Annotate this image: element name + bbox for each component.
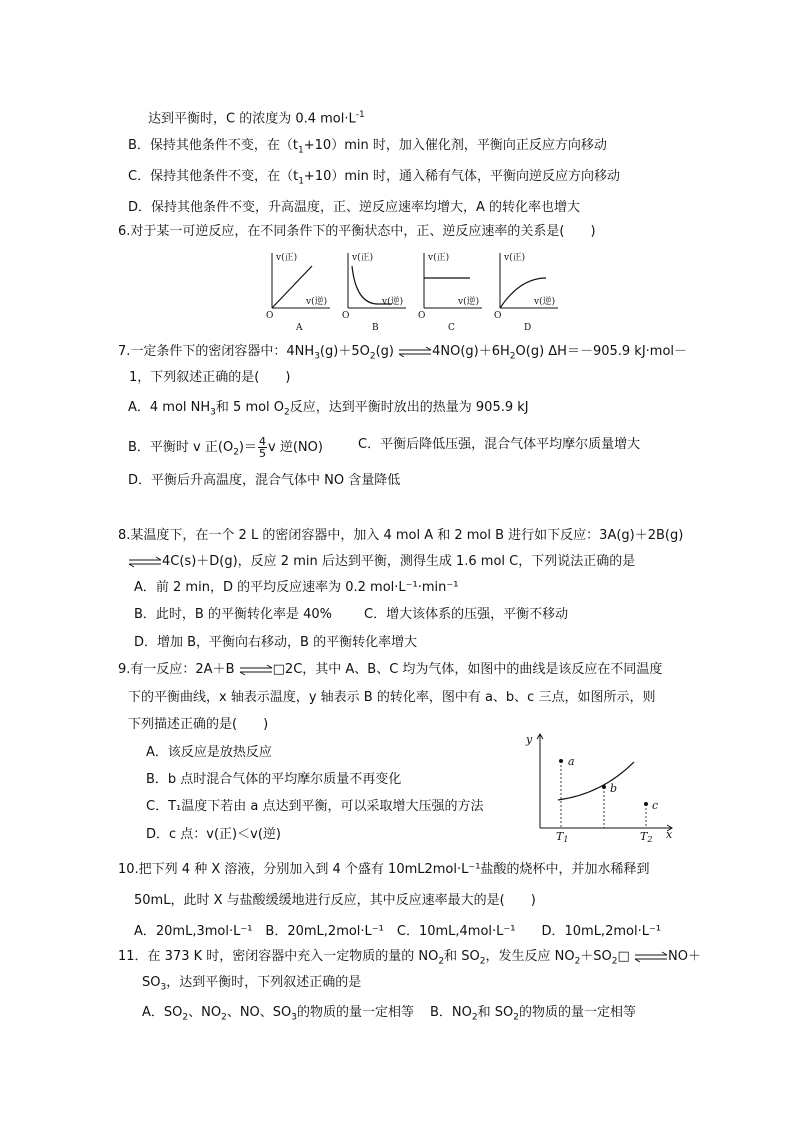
q9-option-b xyxy=(146,771,401,789)
text: SO xyxy=(142,975,161,990)
q8-stem xyxy=(118,527,683,545)
t1-label: T1 xyxy=(556,830,569,844)
q8-option-c xyxy=(364,606,568,624)
equilibrium-arrow-icon xyxy=(128,557,162,567)
text: 2 xyxy=(471,1012,478,1023)
text: 8.某温度下，在一个 2 L 的密闭容器中，加入 4 mol A 和 2 mol B 进行如下反应：3A(g)＋2B(g) xyxy=(118,528,684,543)
origin-label: O xyxy=(342,311,350,321)
equilibrium-arrow-icon xyxy=(398,347,432,357)
text: 、NO xyxy=(188,1005,222,1020)
text: 10.把下列 4 种 X 溶液，分别加入到 4 个盛有 10mL2mol·L⁻¹盐酸的烧杯中，并加水稀释到 xyxy=(118,862,650,877)
text: 50mL，此时 X 与盐酸缓缓地进行反应，其中反应速率最大的是( ) xyxy=(134,893,536,908)
q7-option-a xyxy=(128,399,529,422)
text: 1 xyxy=(298,176,304,187)
graph-b xyxy=(342,252,406,333)
y-label: v(正) xyxy=(428,253,450,263)
numerator: 4 xyxy=(259,435,266,448)
x-label: v(逆) xyxy=(306,297,328,307)
text: □ xyxy=(617,949,630,964)
text: 6.对于某一可逆反应，在不同条件下的平衡状态中，正、逆反应速率的关系是( ) xyxy=(118,224,596,239)
q9-option-a xyxy=(146,744,272,762)
text: -1 xyxy=(355,110,365,120)
text: 1 xyxy=(298,145,304,156)
q8-stem-2 xyxy=(128,553,635,571)
y-label: v(正) xyxy=(276,253,298,263)
q6-graphs-figure xyxy=(262,248,562,334)
text: 2 xyxy=(611,956,618,967)
text: ，发生反应 NO xyxy=(485,949,575,964)
fraction xyxy=(258,436,267,459)
text: (g)＋5O xyxy=(319,344,370,359)
t2-label: T2 xyxy=(640,830,653,844)
graph-a xyxy=(266,252,330,333)
text: D．c 点：v(正)＜v(逆) xyxy=(146,827,281,842)
origin-label: O xyxy=(494,311,502,321)
text: 和 SO xyxy=(444,949,480,964)
text: 的物质的量一定相等 xyxy=(297,1005,415,1020)
q7-option-b xyxy=(128,436,323,462)
text: B．平衡时 v 正(O xyxy=(128,440,234,455)
text: B．NO xyxy=(430,1005,472,1020)
text: O(g) ΔH＝－905.9 kJ·mol－ xyxy=(515,344,688,359)
text: 2 xyxy=(369,351,376,362)
y-label: v(正) xyxy=(352,253,374,263)
q9-stem-3 xyxy=(128,716,268,734)
q7-option-d xyxy=(128,472,400,490)
text: A．前 2 min，D 的平均反应速率为 0.2 mol·L⁻¹·min⁻¹ xyxy=(134,580,459,595)
text: 和 SO xyxy=(477,1005,514,1020)
text: 4NO(g)＋6H xyxy=(432,344,510,359)
text: NO＋ xyxy=(667,949,701,964)
equilibrium-arrow-icon xyxy=(634,952,668,962)
text: D．保持其他条件不变，升高温度，正、逆反应速率均增大，A 的转化率也增大 xyxy=(128,200,581,215)
q10-stem xyxy=(118,861,649,879)
point-b-label: b xyxy=(610,782,618,795)
q8-option-d xyxy=(134,634,417,652)
text: 反应，达到平衡时放出的热量为 905.9 kJ xyxy=(289,400,529,415)
q7-option-c xyxy=(358,436,640,454)
x-label: v(逆) xyxy=(534,297,556,307)
q8-option-a xyxy=(134,579,458,597)
text: 、NO、SO xyxy=(226,1005,292,1020)
q9-figure xyxy=(526,730,680,844)
text: 和 5 mol O xyxy=(215,400,285,415)
caption: B xyxy=(372,323,379,333)
q11-option-a xyxy=(142,1004,414,1027)
q7-stem xyxy=(118,343,687,366)
point-a-label: a xyxy=(568,755,575,768)
x-label: v(逆) xyxy=(458,297,480,307)
point-c-label: c xyxy=(652,799,659,812)
q6-stem xyxy=(118,223,596,241)
text: 2 xyxy=(513,1012,519,1023)
text: 的物质的量一定相等 xyxy=(518,1005,636,1020)
graph-d xyxy=(494,252,558,333)
q10-options xyxy=(134,923,661,941)
text: 下的平衡曲线，x 轴表示温度，y 轴表示 B 的转化率，图中有 a、b、c 三点，如图所示，则 xyxy=(128,690,656,705)
text: A．4 mol NH xyxy=(128,400,211,415)
text: D．平衡后升高温度，混合气体中 NO 含量降低 xyxy=(128,473,401,488)
text: +10）min 时，通入稀有气体，平衡向逆反应方向移动 xyxy=(303,169,621,184)
text: (g) xyxy=(375,344,394,359)
text: 2 xyxy=(509,351,516,362)
text: A．SO xyxy=(142,1005,183,1020)
text: A．20mL,3mol·L⁻¹ B．20mL,2mol·L⁻¹ C．10mL,4mol·L⁻¹ D．10mL,2mol·L⁻¹ xyxy=(134,924,662,939)
text: 2 xyxy=(574,956,581,967)
equilibrium-arrow-icon xyxy=(239,665,273,675)
caption: C xyxy=(448,323,455,333)
text: 2 xyxy=(479,956,486,967)
y-label: v(正) xyxy=(504,253,526,263)
q5-option-d xyxy=(128,199,580,217)
text: 达到平衡时，C 的浓度为 0.4 mol·L xyxy=(148,111,356,127)
text: v 逆(NO) xyxy=(268,440,323,455)
text: ＋SO xyxy=(580,949,612,964)
y-axis-label: y xyxy=(526,733,533,746)
text: C．平衡后降低压强，混合气体平均摩尔质量增大 xyxy=(358,437,641,452)
q5-option-c xyxy=(128,168,620,191)
text: 11．在 373 K 时，密闭容器中充入一定物质的量的 NO xyxy=(118,949,439,964)
q5-option-b xyxy=(128,137,607,160)
q11-option-b xyxy=(430,1004,636,1027)
text: +10）min 时，加入催化剂，平衡向正反应方向移动 xyxy=(303,138,607,153)
origin-label: O xyxy=(418,311,426,321)
text: 3 xyxy=(314,351,320,362)
text: 2 xyxy=(233,447,239,458)
q11-stem-2 xyxy=(142,974,361,997)
text: 9.有一反应：2A＋B xyxy=(118,662,235,677)
q9-stem-2 xyxy=(128,689,655,707)
q9-option-d xyxy=(146,826,281,844)
denominator: 5 xyxy=(259,447,266,460)
text: D．增加 B，平衡向右移动，B 的平衡转化率增大 xyxy=(134,635,418,650)
text: 2 xyxy=(438,956,445,967)
q5-continued-line xyxy=(148,106,365,128)
text: 3 xyxy=(291,1012,298,1023)
text: 3 xyxy=(210,407,216,418)
text: 7.一定条件下的密闭容器中：4NH xyxy=(118,344,315,359)
q9-option-c xyxy=(146,798,483,816)
text: B．此时，B 的平衡转化率是 40% xyxy=(134,607,332,622)
text: )＝ xyxy=(238,440,257,455)
text: C．保持其他条件不变，在（t xyxy=(128,169,299,184)
caption: A xyxy=(296,323,303,333)
q8-option-b xyxy=(134,606,332,624)
origin-label: O xyxy=(266,311,274,321)
caption: D xyxy=(524,323,532,333)
text: □2C，其中 A、B、C 均为气体，如图中的曲线是该反应在不同温度 xyxy=(272,662,663,677)
text: 2 xyxy=(182,1012,189,1023)
text: ，达到平衡时，下列叙述正确的是 xyxy=(166,975,362,990)
q11-stem xyxy=(118,948,701,971)
text: 3 xyxy=(160,982,167,993)
text: 1，下列叙述正确的是( ) xyxy=(129,370,291,385)
text: 下列描述正确的是( ) xyxy=(128,717,269,732)
text: C．增大该体系的压强，平衡不移动 xyxy=(364,607,569,622)
q9-stem xyxy=(118,661,662,679)
text: B．保持其他条件不变，在（t xyxy=(128,138,299,153)
text: 4C(s)＋D(g)，反应 2 min 后达到平衡，测得生成 1.6 mol C，下列说法正确的是 xyxy=(162,554,636,569)
text: B．b 点时混合气体的平均摩尔质量不再变化 xyxy=(146,772,402,787)
text: C．T₁温度下若由 a 点达到平衡，可以采取增大压强的方法 xyxy=(146,799,484,814)
graph-c xyxy=(418,252,482,333)
x-axis-label: x xyxy=(666,828,673,841)
text: 2 xyxy=(221,1012,227,1023)
text: A．该反应是放热反应 xyxy=(146,745,272,760)
x-label: v(逆) xyxy=(382,297,404,307)
q7-stem-2 xyxy=(129,369,290,387)
q10-stem-2 xyxy=(134,892,536,910)
text: 2 xyxy=(284,407,290,418)
